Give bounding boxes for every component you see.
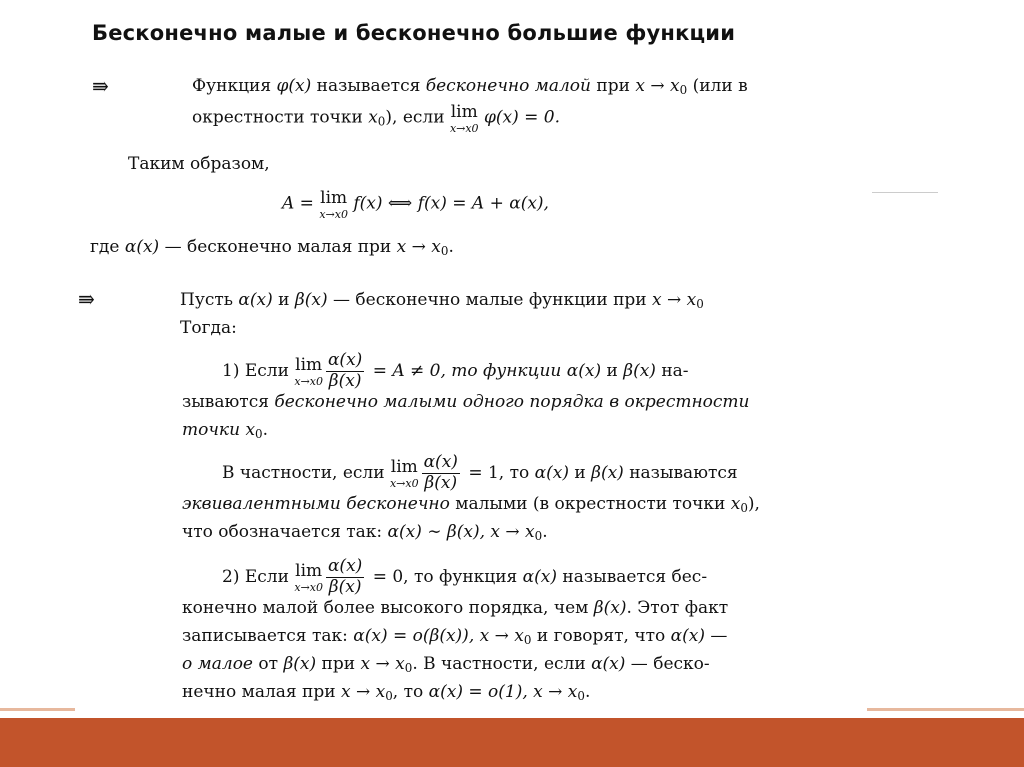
item-2-line-3: записывается так: α(x) = o(β(x)), $x \to x_0$ и говорят, что α(x) —: [182, 626, 728, 647]
limit-operator: lim x→x0: [294, 355, 323, 389]
particular-line-1: В частности, если lim x→x0 $\frac{\alpha(x)}{\beta(x)}$ = 1, то α(x) и β(x) называются: [222, 452, 738, 493]
item-1-line-1: 1) Если lim x→x0 $\frac{\alpha(x)}{\beta(x)}$ = A ≠ 0, то функции α(x) и β(x) на-: [222, 350, 689, 391]
item-2-line-4: o малое от β(x) при $x \to x_0$. В частности, если α(x) — беско-: [182, 654, 710, 675]
thus-text: Таким образом,: [128, 154, 270, 174]
limit-operator: lim x→x0: [449, 102, 479, 135]
particular-line-3: что обозначается так: α(x) ∼ β(x), $x \to x_0$.: [182, 522, 548, 543]
fraction: $\frac{\alpha(x)}{\beta(x)}$: [423, 452, 458, 493]
implies-arrow-icon: ⇛: [78, 287, 95, 311]
item-2-line-5: нечно малая при $x \to x_0$, то α(x) = o(1), $x \to x_0$.: [182, 682, 591, 703]
item-2-line-2: конечно малой более высокого порядка, чем β(x). Этот факт: [182, 598, 729, 618]
particular-line-2: эквивалентными бесконечно малыми (в окрестности точки $x_0$),: [182, 494, 760, 515]
main-formula: A = lim x→x0 f(x) ⟺ f(x) = A + α(x),: [282, 188, 549, 221]
implies-arrow-icon: ⇛: [92, 74, 109, 98]
page-title: Бесконечно малые и бесконечно большие функции: [92, 21, 736, 45]
item-1-line-2: зываются бесконечно малыми одного порядка в окрестности: [182, 392, 750, 412]
definition-line-1: Функция φ(x) называется бесконечно малой при $x \to x_0$ (или в: [192, 76, 748, 97]
fraction: $\frac{\alpha(x)}{\beta(x)}$: [327, 350, 363, 391]
decorative-line: [872, 192, 938, 193]
accent-bar: [0, 718, 1024, 767]
definition-line-2: окрестности точки $x_0$), если lim x→x0 φ(x) = 0.: [192, 102, 560, 135]
then-text: Тогда:: [180, 318, 237, 338]
limit-operator: lim x→x0: [319, 188, 348, 221]
fraction: $\frac{\alpha(x)}{\beta(x)}$: [327, 556, 363, 597]
item-1-line-3: точки $x_0$.: [182, 420, 269, 441]
where-line: где α(x) — бесконечно малая при $x \to x_0$.: [90, 237, 454, 258]
item-2-line-1: 2) Если lim x→x0 $\frac{\alpha(x)}{\beta(x)}$ = 0, то функция α(x) называется бес-: [222, 556, 708, 597]
limit-operator: lim x→x0: [389, 457, 419, 491]
let-line: Пусть α(x) и β(x) — бесконечно малые функции при $x \to x_0$: [180, 290, 704, 311]
limit-operator: lim x→x0: [294, 561, 323, 595]
